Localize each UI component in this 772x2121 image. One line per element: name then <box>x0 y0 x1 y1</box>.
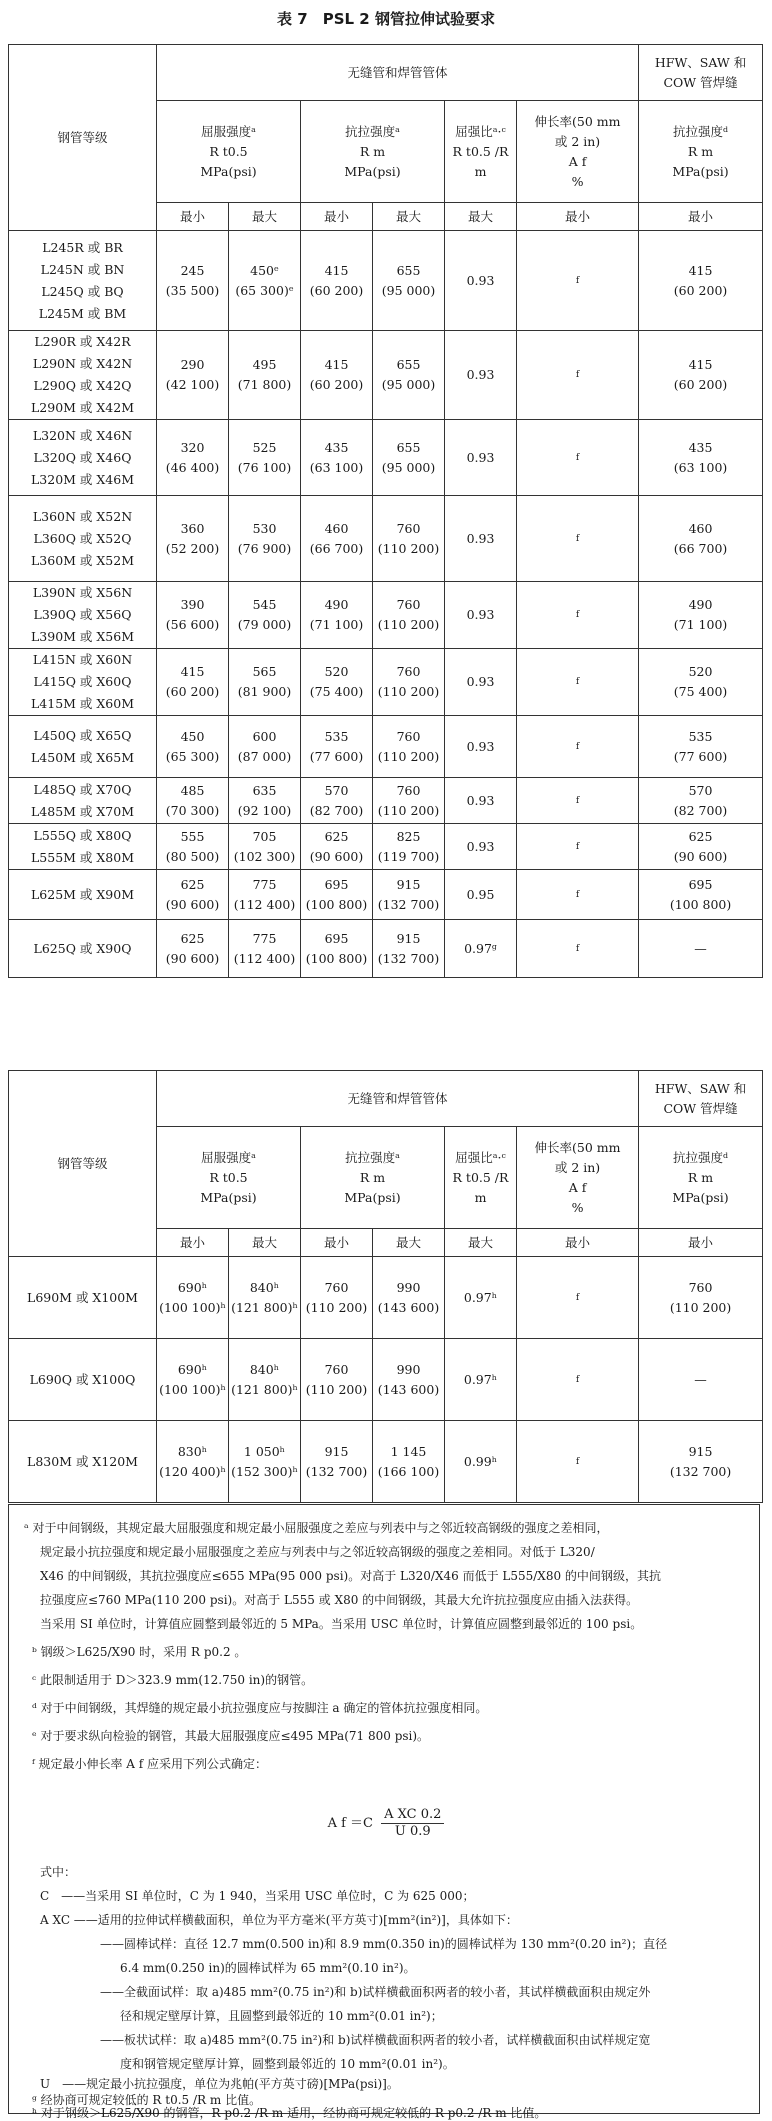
tensile-min-cell: 535 (77 600) <box>301 716 373 778</box>
yield-ratio-cell: 0.93 <box>445 496 517 582</box>
footnote-a-line3: X46 的中间钢级，其抗拉强度应≤655 MPa(95 000 psi)。对高于 L320/X46 而低于 L555/X80 的中间钢级，其抗 <box>40 1569 661 1583</box>
elongation-cell: f <box>517 1257 639 1339</box>
tensile-max-cell: 990 (143 600) <box>373 1257 445 1339</box>
tensile-strength-header: 抗拉强度ᵃ R m MPa(psi) <box>301 101 445 203</box>
yield-max-cell: 565 (81 900) <box>229 649 301 716</box>
grade-cell: L555Q 或 X80Q L555M 或 X80M <box>9 824 157 870</box>
yield-ratio-cell: 0.93 <box>445 824 517 870</box>
table-row <box>9 496 763 582</box>
elongation-cell: f <box>517 331 639 420</box>
yield-min-cell: 625 (90 600) <box>157 870 229 920</box>
tensile-min-label: 最小 <box>301 203 373 231</box>
tensile-max-cell: 825 (119 700) <box>373 824 445 870</box>
table-row <box>9 920 763 978</box>
where-label: 式中： <box>40 1865 77 1879</box>
c-definition: C ——当采用 SI 单位时，C 为 1 940，当采用 USC 单位时，C 为 625 000； <box>40 1889 475 1903</box>
weld-tensile-cell: 695 (100 800) <box>639 870 763 920</box>
elongation-cell: f <box>517 231 639 331</box>
tensile-max-cell: 990 (143 600) <box>373 1339 445 1421</box>
tensile-min-cell: 625 (90 600) <box>301 824 373 870</box>
yield-ratio-cell: 0.93 <box>445 582 517 649</box>
weld-tensile-cell: 570 (82 700) <box>639 778 763 824</box>
tensile-strength-header: 抗拉强度ᵃ R m MPa(psi) <box>301 1127 445 1229</box>
yield-ratio-header: 屈强比ᵃ·ᶜ R t0.5 /R m <box>445 101 517 203</box>
yield-ratio-cell: 0.93 <box>445 778 517 824</box>
weld-tensile-cell: 520 (75 400) <box>639 649 763 716</box>
footnote-a-line4: 拉强度应≤760 MPa(110 200 psi)。对高于 L555 或 X80 的中间钢级，其最大允许抗拉强度应由插入法获得。 <box>40 1593 639 1607</box>
elongation-cell: f <box>517 496 639 582</box>
yield-max-label: 最大 <box>229 1229 301 1257</box>
elongation-header: 伸长率(50 mm 或 2 in) A f % <box>517 1127 639 1229</box>
tensile-max-cell: 655 (95 000) <box>373 331 445 420</box>
tensile-requirements-table-part1 <box>8 44 763 978</box>
grade-cell: L625Q 或 X90Q <box>9 920 157 978</box>
elongation-header: 伸长率(50 mm 或 2 in) A f % <box>517 101 639 203</box>
tensile-max-cell: 760 (110 200) <box>373 496 445 582</box>
yield-min-cell: 415 (60 200) <box>157 649 229 716</box>
grade-cell: L245R 或 BR L245N 或 BN L245Q 或 BQ L245M 或 BM <box>9 231 157 331</box>
grade-cell: L625M 或 X90M <box>9 870 157 920</box>
weld-tensile-min-label: 最小 <box>639 203 763 231</box>
yield-min-cell: 555 (80 500) <box>157 824 229 870</box>
elongation-cell: f <box>517 778 639 824</box>
seamless-body-header: 无缝管和焊管管体 <box>157 1071 639 1127</box>
yield-strength-header: 屈服强度ᵃ R t0.5 MPa(psi) <box>157 1127 301 1229</box>
tensile-requirements-table-part2 <box>8 1070 763 1503</box>
grade-cell: L830M 或 X120M <box>9 1421 157 1503</box>
yield-ratio-header: 屈强比ᵃ·ᶜ R t0.5 /R m <box>445 1127 517 1229</box>
round-specimen-line1: ——圆棒试样：直径 12.7 mm(0.500 in)和 8.9 mm(0.350 in)的圆棒试样为 130 mm²(0.20 in²)；直径 <box>100 1937 668 1951</box>
u-definition: U ——规定最小抗拉强度，单位为兆帕(平方英寸磅)[MPa(psi)]。 <box>40 2077 399 2091</box>
tensile-min-cell: 915 (132 700) <box>301 1421 373 1503</box>
elongation-cell: f <box>517 1421 639 1503</box>
footnote-b: ᵇ 钢级＞L625/X90 时，采用 R p0.2 。 <box>32 1645 247 1659</box>
weld-tensile-cell: — <box>639 920 763 978</box>
table-row <box>9 331 763 420</box>
weld-tensile-cell: 415 (60 200) <box>639 231 763 331</box>
formula-fraction <box>381 1807 444 1840</box>
yield-ratio-cell: 0.97ʰ <box>445 1257 517 1339</box>
grade-cell: L290R 或 X42R L290N 或 X42N L290Q 或 X42Q L290M 或 X42M <box>9 331 157 420</box>
yield-min-label: 最小 <box>157 1229 229 1257</box>
tensile-max-cell: 1 145 (166 100) <box>373 1421 445 1503</box>
elongation-cell: f <box>517 716 639 778</box>
yield-min-cell: 690ʰ (100 100)ʰ <box>157 1339 229 1421</box>
table-row <box>9 420 763 496</box>
formula-denominator: U 0.9 <box>394 1824 431 1839</box>
table-row <box>9 870 763 920</box>
yield-ratio-cell: 0.93 <box>445 649 517 716</box>
footnote-g: ᵍ 经协商可规定较低的 R t0.5 /R m 比值。 <box>32 2093 262 2107</box>
yield-min-cell: 450 (65 300) <box>157 716 229 778</box>
round-specimen-line2: 6.4 mm(0.250 in)的圆棒试样为 65 mm²(0.10 in²)。 <box>120 1961 416 1975</box>
grade-cell: L485Q 或 X70Q L485M 或 X70M <box>9 778 157 824</box>
tensile-max-cell: 915 (132 700) <box>373 870 445 920</box>
full-section-line2: 径和规定壁厚计算，且圆整到最邻近的 10 mm²(0.01 in²)； <box>120 2009 443 2023</box>
yield-max-label: 最大 <box>229 203 301 231</box>
table-row <box>9 582 763 649</box>
formula-lhs: A f ＝C <box>327 1816 373 1831</box>
tensile-min-cell: 760 (110 200) <box>301 1339 373 1421</box>
weld-tensile-cell: 760 (110 200) <box>639 1257 763 1339</box>
footnote-a-line1: ᵃ 对于中间钢级，其规定最大屈服强度和规定最小屈服强度之差应与列表中与之邻近较高钢级的强度之差相同， <box>24 1521 609 1535</box>
grade-cell: L360N 或 X52N L360Q 或 X52Q L360M 或 X52M <box>9 496 157 582</box>
weld-tensile-cell: 460 (66 700) <box>639 496 763 582</box>
ratio-max-label: 最大 <box>445 1229 517 1257</box>
yield-ratio-cell: 0.99ʰ <box>445 1421 517 1503</box>
strip-specimen-line1: ——板状试样：取 a)485 mm²(0.75 in²)和 b)试样横截面积两者的较小者，试样横截面积由试样规定宽 <box>100 2033 651 2047</box>
seamless-body-header: 无缝管和焊管管体 <box>157 45 639 101</box>
elongation-formula <box>0 1807 772 1840</box>
tensile-min-cell: 435 (63 100) <box>301 420 373 496</box>
yield-ratio-cell: 0.97ᵍ <box>445 920 517 978</box>
yield-ratio-cell: 0.93 <box>445 420 517 496</box>
yield-min-cell: 830ʰ (120 400)ʰ <box>157 1421 229 1503</box>
tensile-max-cell: 915 (132 700) <box>373 920 445 978</box>
yield-ratio-cell: 0.97ʰ <box>445 1339 517 1421</box>
tensile-max-cell: 760 (110 200) <box>373 778 445 824</box>
yield-max-cell: 525 (76 100) <box>229 420 301 496</box>
elongation-cell: f <box>517 1339 639 1421</box>
tensile-max-cell: 760 (110 200) <box>373 716 445 778</box>
yield-ratio-cell: 0.93 <box>445 231 517 331</box>
footnote-d: ᵈ 对于中间钢级，其焊缝的规定最小抗拉强度应与按脚注 a 确定的管体抗拉强度相同。 <box>32 1701 488 1715</box>
yield-min-cell: 245 (35 500) <box>157 231 229 331</box>
tensile-max-cell: 760 (110 200) <box>373 649 445 716</box>
yield-min-cell: 290 (42 100) <box>157 331 229 420</box>
elongation-cell: f <box>517 824 639 870</box>
yield-max-cell: 705 (102 300) <box>229 824 301 870</box>
elongation-cell: f <box>517 870 639 920</box>
table-row <box>9 1421 763 1503</box>
table-row <box>9 1339 763 1421</box>
ratio-max-label: 最大 <box>445 203 517 231</box>
table-row <box>9 649 763 716</box>
table-row <box>9 716 763 778</box>
tensile-min-cell: 760 (110 200) <box>301 1257 373 1339</box>
tensile-max-label: 最大 <box>373 1229 445 1257</box>
yield-min-cell: 690ʰ (100 100)ʰ <box>157 1257 229 1339</box>
yield-min-cell: 390 (56 600) <box>157 582 229 649</box>
grade-cell: L390N 或 X56N L390Q 或 X56Q L390M 或 X56M <box>9 582 157 649</box>
weld-tensile-header: 抗拉强度ᵈ R m MPa(psi) <box>639 1127 763 1229</box>
grade-cell: L690M 或 X100M <box>9 1257 157 1339</box>
yield-min-cell: 320 (46 400) <box>157 420 229 496</box>
weld-seam-header: HFW、SAW 和 COW 管焊缝 <box>639 1071 763 1127</box>
yield-max-cell: 545 (79 000) <box>229 582 301 649</box>
table-row <box>9 1257 763 1339</box>
formula-numerator: A XC 0.2 <box>381 1807 444 1824</box>
yield-max-cell: 840ʰ (121 800)ʰ <box>229 1339 301 1421</box>
strip-specimen-line2: 度和钢管规定壁厚计算，圆整到最邻近的 10 mm²(0.01 in²)。 <box>120 2057 455 2071</box>
table-row <box>9 824 763 870</box>
full-section-line1: ——全截面试样：取 a)485 mm²(0.75 in²)和 b)试样横截面积两者的较小者，其试样横截面积由规定外 <box>100 1985 651 1999</box>
table-row <box>9 778 763 824</box>
weld-tensile-cell: 490 (71 100) <box>639 582 763 649</box>
elongation-cell: f <box>517 420 639 496</box>
footnote-c: ᶜ 此限制适用于 D＞323.9 mm(12.750 in)的钢管。 <box>32 1673 314 1687</box>
tensile-min-label: 最小 <box>301 1229 373 1257</box>
grade-cell: L415N 或 X60N L415Q 或 X60Q L415M 或 X60M <box>9 649 157 716</box>
yield-max-cell: 635 (92 100) <box>229 778 301 824</box>
table-title: 表 7 PSL 2 钢管拉伸试验要求 <box>277 10 495 28</box>
weld-tensile-cell: — <box>639 1339 763 1421</box>
yield-min-cell: 485 (70 300) <box>157 778 229 824</box>
yield-ratio-cell: 0.95 <box>445 870 517 920</box>
yield-strength-header: 屈服强度ᵃ R t0.5 MPa(psi) <box>157 101 301 203</box>
weld-tensile-cell: 535 (77 600) <box>639 716 763 778</box>
weld-tensile-cell: 915 (132 700) <box>639 1421 763 1503</box>
tensile-min-cell: 415 (60 200) <box>301 331 373 420</box>
weld-tensile-cell: 415 (60 200) <box>639 331 763 420</box>
footnote-a-line5: 当采用 SI 单位时，计算值应圆整到最邻近的 5 MPa。当采用 USC 单位时，计算值应圆整到最邻近的 100 psi。 <box>40 1617 643 1631</box>
weld-seam-header: HFW、SAW 和 COW 管焊缝 <box>639 45 763 101</box>
footnote-a-line2: 规定最小抗拉强度和规定最小屈服强度之差应与列表中与之邻近较高钢级的强度之差相同。对低于 L320/ <box>40 1545 595 1559</box>
weld-tensile-cell: 435 (63 100) <box>639 420 763 496</box>
elongation-min-label: 最小 <box>517 1229 639 1257</box>
yield-min-label: 最小 <box>157 203 229 231</box>
elongation-min-label: 最小 <box>517 203 639 231</box>
yield-max-cell: 495 (71 800) <box>229 331 301 420</box>
yield-max-cell: 1 050ʰ (152 300)ʰ <box>229 1421 301 1503</box>
yield-min-cell: 625 (90 600) <box>157 920 229 978</box>
elongation-cell: f <box>517 920 639 978</box>
table-row <box>9 231 763 331</box>
yield-ratio-cell: 0.93 <box>445 716 517 778</box>
tensile-min-cell: 520 (75 400) <box>301 649 373 716</box>
grade-cell: L450Q 或 X65Q L450M 或 X65M <box>9 716 157 778</box>
weld-tensile-cell: 625 (90 600) <box>639 824 763 870</box>
yield-max-cell: 775 (112 400) <box>229 920 301 978</box>
footnote-f: ᶠ 规定最小伸长率 A f 应采用下列公式确定： <box>32 1757 268 1771</box>
tensile-min-cell: 695 (100 800) <box>301 870 373 920</box>
weld-tensile-min-label: 最小 <box>639 1229 763 1257</box>
elongation-cell: f <box>517 649 639 716</box>
yield-max-cell: 530 (76 900) <box>229 496 301 582</box>
footnote-e: ᵉ 对于要求纵向检验的钢管，其最大屈服强度应≤495 MPa(71 800 psi)。 <box>32 1729 430 1743</box>
yield-max-cell: 450ᵉ (65 300)ᵉ <box>229 231 301 331</box>
yield-max-cell: 600 (87 000) <box>229 716 301 778</box>
tensile-min-cell: 490 (71 100) <box>301 582 373 649</box>
grade-header: 钢管等级 <box>9 45 157 231</box>
tensile-max-cell: 655 (95 000) <box>373 231 445 331</box>
yield-max-cell: 775 (112 400) <box>229 870 301 920</box>
tensile-min-cell: 415 (60 200) <box>301 231 373 331</box>
grade-header: 钢管等级 <box>9 1071 157 1257</box>
weld-tensile-header: 抗拉强度ᵈ R m MPa(psi) <box>639 101 763 203</box>
tensile-min-cell: 460 (66 700) <box>301 496 373 582</box>
tensile-max-label: 最大 <box>373 203 445 231</box>
axc-definition: A XC ——适用的拉伸试样横截面积，单位为平方毫米(平方英寸)[mm²(in²)]，具体如下： <box>40 1913 518 1927</box>
grade-cell: L690Q 或 X100Q <box>9 1339 157 1421</box>
grade-cell: L320N 或 X46N L320Q 或 X46Q L320M 或 X46M <box>9 420 157 496</box>
elongation-cell: f <box>517 582 639 649</box>
footnote-h: ʰ 对于钢级＞L625/X90 的钢管，R p0.2 /R m 适用，经协商可规定较低的 R p0.2 /R m 比值。 <box>32 2106 547 2120</box>
tensile-max-cell: 760 (110 200) <box>373 582 445 649</box>
yield-max-cell: 840ʰ (121 800)ʰ <box>229 1257 301 1339</box>
tensile-min-cell: 695 (100 800) <box>301 920 373 978</box>
yield-ratio-cell: 0.93 <box>445 331 517 420</box>
yield-min-cell: 360 (52 200) <box>157 496 229 582</box>
tensile-max-cell: 655 (95 000) <box>373 420 445 496</box>
tensile-min-cell: 570 (82 700) <box>301 778 373 824</box>
